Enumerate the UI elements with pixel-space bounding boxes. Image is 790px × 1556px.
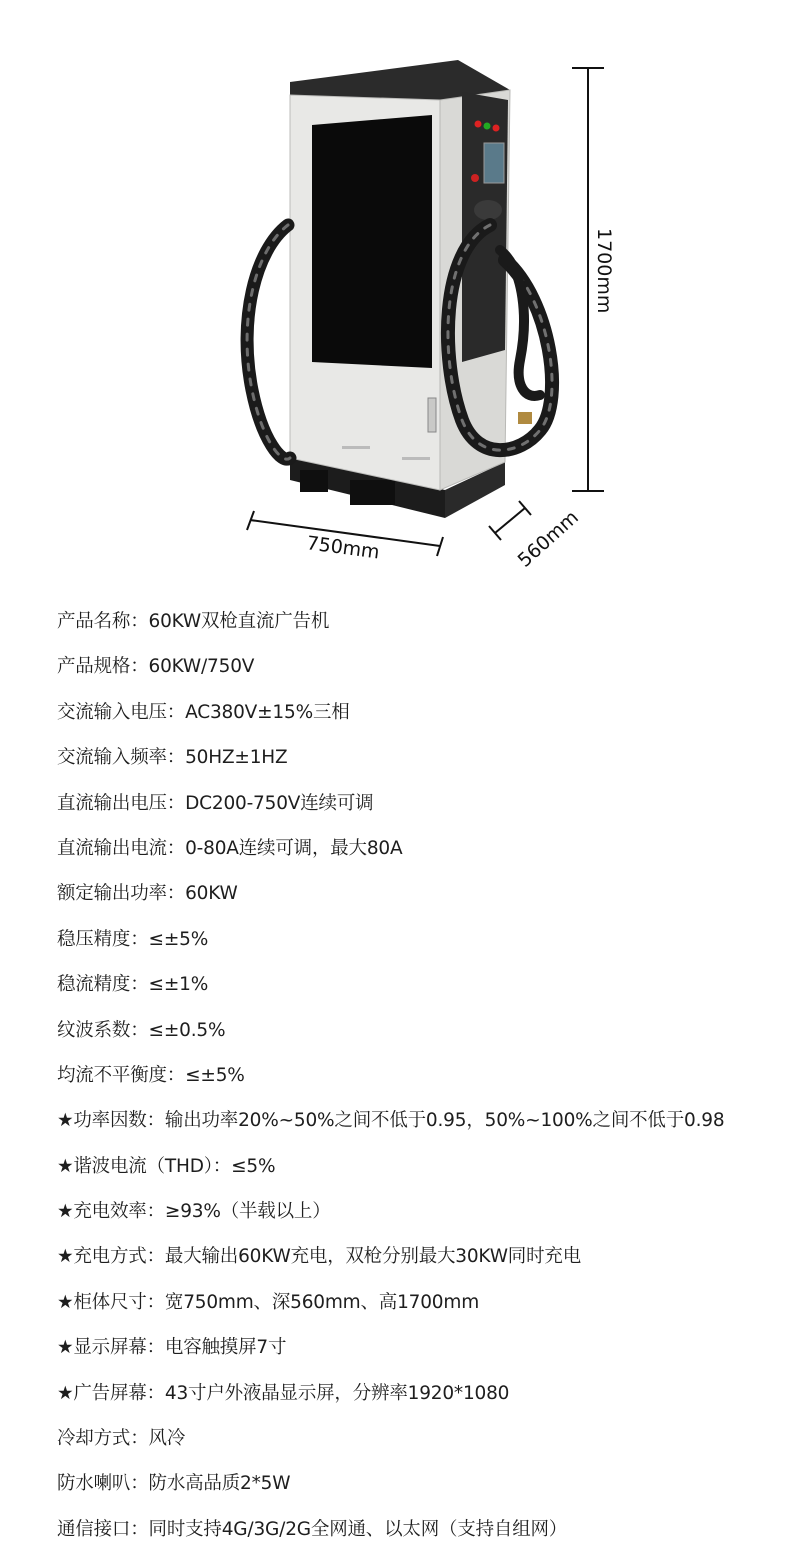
spec-line	[57, 603, 777, 648]
spec-value: 最大输出60KW充电，双枪分别最大30KW同时充电	[164, 1246, 582, 1268]
spec-value: ≤±5%	[148, 928, 209, 950]
spec-label: 稳流精度：	[57, 974, 149, 996]
spec-label: 冷却方式：	[57, 1428, 149, 1450]
spec-line	[57, 875, 777, 920]
spec-label: ★谐波电流（THD）：	[57, 1155, 232, 1177]
spec-line	[57, 1284, 777, 1329]
spec-value: 电容触摸屏7寸	[164, 1337, 287, 1359]
spec-value: 50HZ±1HZ	[185, 747, 288, 769]
spec-line	[57, 1193, 777, 1238]
depth-dimension	[489, 501, 531, 540]
spec-label: 额定输出功率：	[57, 883, 186, 905]
charger-cabinet	[290, 60, 510, 490]
spec-value: 43寸户外液晶显示屏，分辨率1920*1080	[164, 1382, 510, 1404]
spec-line	[57, 1329, 777, 1374]
spec-value: AC380V±15%三相	[185, 701, 350, 723]
spec-label: ★充电效率：	[57, 1201, 165, 1223]
spec-label: 交流输入频率：	[57, 747, 186, 769]
spec-value: 防水高品质2*5W	[148, 1473, 291, 1495]
spec-label: 直流输出电流：	[57, 837, 186, 859]
spec-line	[57, 1420, 777, 1465]
product-figure	[0, 0, 790, 600]
spec-label: 直流输出电压：	[57, 792, 186, 814]
spec-value: 同时支持4G/3G/2G全网通、以太网（支持自组网）	[148, 1518, 568, 1540]
spec-value: ≥93%（半载以上）	[164, 1201, 331, 1223]
spec-line	[57, 1465, 777, 1510]
spec-value: ≤±5%	[185, 1064, 245, 1086]
spec-label: ★广告屏幕：	[57, 1382, 165, 1404]
spec-value: 60KW双枪直流广告机	[148, 611, 330, 632]
spec-value: 60KW	[185, 883, 238, 905]
spec-value: ≤±0.5%	[148, 1019, 226, 1041]
spec-line	[57, 1102, 777, 1147]
spec-line	[57, 648, 777, 693]
spec-label: ★功率因数：	[57, 1110, 165, 1132]
spec-line	[57, 1012, 777, 1057]
height-label: 1700mm	[593, 228, 615, 314]
spec-value: DC200-750V连续可调	[185, 792, 374, 814]
spec-label: 产品规格：	[57, 656, 149, 678]
spec-value: 0-80A连续可调，最大80A	[185, 837, 403, 859]
spec-line	[57, 1375, 777, 1420]
spec-label: 交流输入电压：	[57, 701, 186, 723]
width-label: 750mm	[305, 532, 381, 564]
spec-label: ★柜体尺寸：	[57, 1291, 165, 1313]
spec-value: 风冷	[148, 1428, 186, 1450]
depth-label: 560mm	[513, 506, 583, 572]
spec-line	[57, 1057, 777, 1102]
spec-label: ★显示屏幕：	[57, 1337, 165, 1359]
spec-line	[57, 830, 777, 875]
spec-label: ★充电方式：	[57, 1246, 165, 1268]
spec-list	[57, 603, 777, 1556]
spec-label: 均流不平衡度：	[57, 1064, 186, 1086]
spec-line	[57, 1511, 777, 1556]
spec-label: 防水喇叭：	[57, 1473, 149, 1495]
spec-value: 宽750mm、深560mm、高1700mm	[164, 1291, 480, 1313]
spec-label: 纹波系数：	[57, 1019, 149, 1041]
spec-value: ≤5%	[231, 1155, 276, 1177]
spec-line	[57, 966, 777, 1011]
spec-line	[57, 921, 777, 966]
spec-line	[57, 739, 777, 784]
spec-line	[57, 1148, 777, 1193]
spec-label: 稳压精度：	[57, 928, 149, 950]
spec-label: 通信接口：	[57, 1518, 149, 1540]
spec-label: 产品名称：	[57, 611, 149, 632]
spec-line	[57, 785, 777, 830]
spec-value: 输出功率20%~50%之间不低于0.95，50%~100%之间不低于0.98	[164, 1110, 725, 1132]
spec-value: ≤±1%	[148, 974, 209, 996]
spec-value: 60KW/750V	[148, 656, 255, 678]
spec-line	[57, 694, 777, 739]
spec-line	[57, 1238, 777, 1283]
